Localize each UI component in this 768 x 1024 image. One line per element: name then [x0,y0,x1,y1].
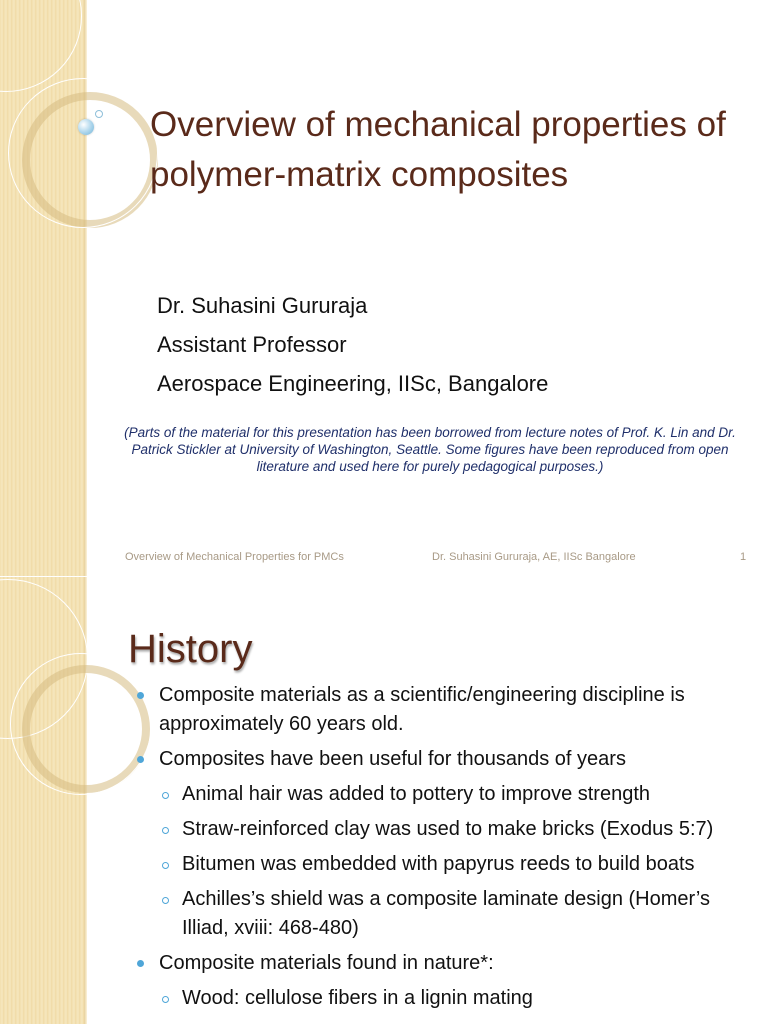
decorative-dot [95,110,103,118]
slide-title: Overview of mechanical properties of polymer-matrix composites [150,105,726,194]
sub-bullet-item: Wood: cellulose fibers in a lignin mating [134,984,754,1013]
decorative-side-band [0,577,84,1024]
bullet-list [134,681,754,1019]
page-number: 1 [740,551,747,563]
sub-bullet-item: Straw-reinforced clay was used to make bricks (Exodus 5:7) [134,815,754,844]
decorative-bubble [78,119,94,135]
sub-bullet-item: Achilles’s shield was a composite laminate design (Homer’s Illiad, xviii: 468-480) [134,885,754,943]
band-edge [84,577,87,1024]
slide-title: History [128,627,253,671]
author-block [157,286,747,403]
sub-bullet-item: Bitumen was embedded with papyrus reeds to build boats [134,850,754,879]
attribution-note: (Parts of the material for this presentation has been borrowed from lecture notes of Prof. K. Lin and Dr. Patrick Stickler at University of Washington, Seattle. Some figures have been reproduced from open literature and used here for purely pedagogical purposes.) [124,425,736,474]
footer-author: Dr. Suhasini Gururaja, AE, IISc Bangalore [432,551,636,563]
footer-title: Overview of Mechanical Properties for PMCs [125,551,344,563]
bullet-item: Composites have been useful for thousands of years [134,745,754,774]
history-slide [0,577,768,1024]
decorative-side-band [0,0,84,576]
bullet-item: Composite materials as a scientific/engineering discipline is approximately 60 years old. [134,681,754,739]
band-edge [84,0,87,576]
author-position: Assistant Professor [157,332,347,357]
sub-bullet-item: Animal hair was added to pottery to improve strength [134,780,754,809]
author-name: Dr. Suhasini Gururaja [157,293,368,318]
bullet-item: Composite materials found in nature*: [134,949,754,978]
author-affiliation: Aerospace Engineering, IISc, Bangalore [157,371,549,396]
